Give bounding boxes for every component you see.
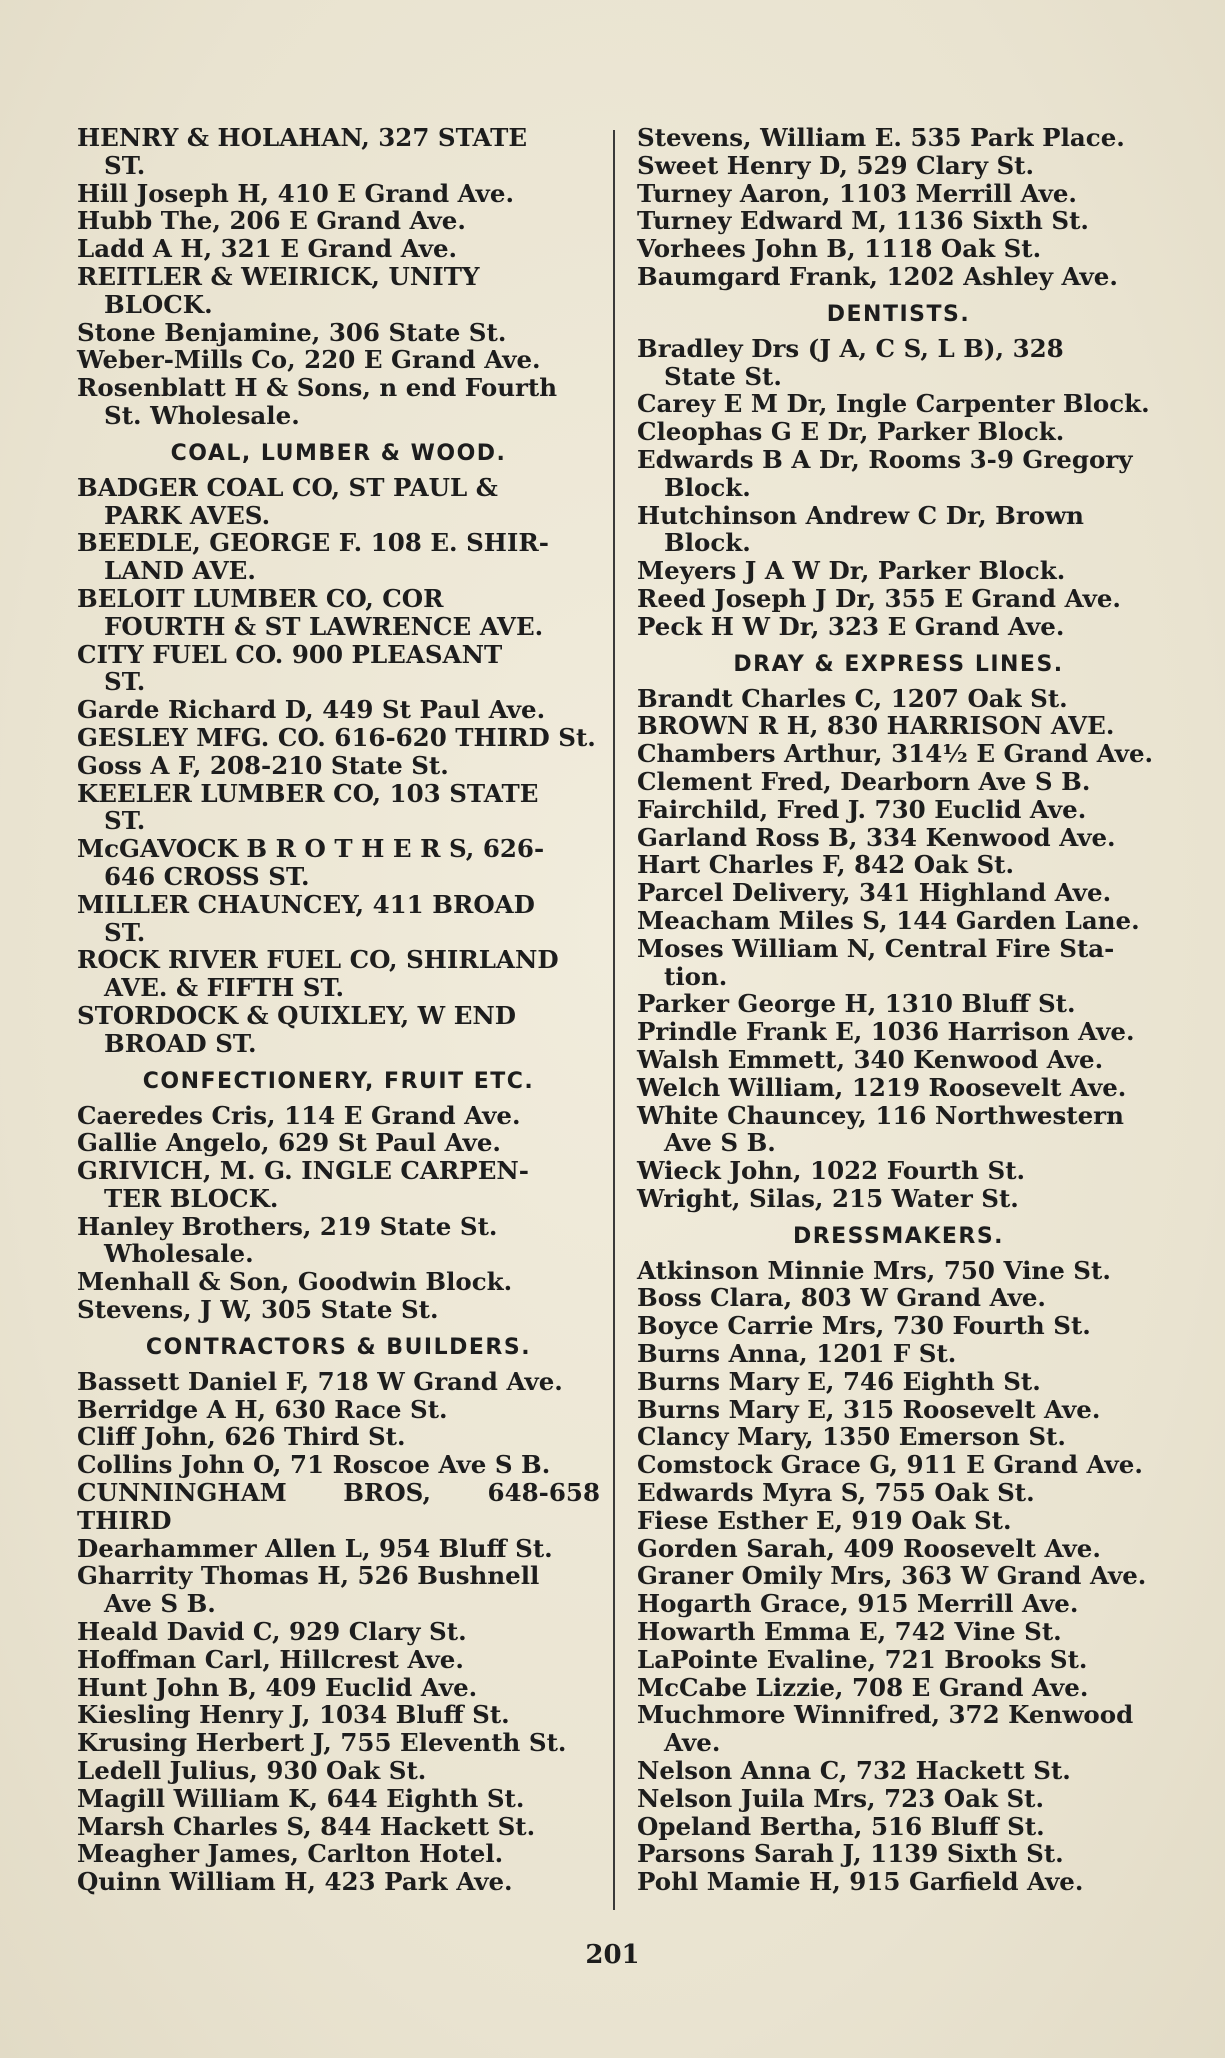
- entry-continuation: tion.: [664, 961, 728, 991]
- entry-line: Hill Joseph H, 410 E Grand Ave.: [77, 178, 515, 208]
- entry-line: Bassett Daniel F, 718 W Grand Ave.: [77, 1366, 563, 1396]
- directory-entry: [637, 124, 1160, 152]
- entry-line: Hoffman Carl, Hillcrest Ave.: [77, 1644, 464, 1674]
- directory-entry: [77, 207, 600, 235]
- entry-line: Graner Omily Mrs, 363 W Grand Ave.: [637, 1561, 1147, 1591]
- directory-entry: [77, 235, 600, 263]
- entry-line: Rosenblatt H & Sons, n end Fourth: [77, 373, 558, 403]
- entry-line: Edwards B A Dr, Rooms 3-9 Gregory: [637, 444, 1133, 474]
- directory-entry: [637, 1507, 1160, 1535]
- entry-line: Meacham Miles S, 144 Garden Lane.: [637, 905, 1140, 935]
- directory-entry: [77, 1757, 600, 1785]
- entry-line: Cliff John, 626 Third St.: [77, 1422, 406, 1452]
- entry-continuation: Block.: [664, 528, 751, 558]
- directory-entry: [637, 152, 1160, 180]
- directory-entry: [637, 263, 1160, 291]
- entry-line: McCabe Lizzie, 708 E Grand Ave.: [637, 1672, 1089, 1702]
- section-heading: DRAY & EXPRESS LINES.: [733, 651, 1064, 677]
- entry-line: Burns Mary E, 746 Eighth St.: [637, 1366, 1041, 1396]
- entry-continuation: FOURTH & ST LAWRENCE AVE.: [104, 611, 544, 641]
- entry-continuation: TER BLOCK.: [104, 1183, 279, 1213]
- entry-line: White Chauncey, 116 Northwestern: [637, 1100, 1124, 1130]
- directory-entry: [637, 1618, 1160, 1646]
- directory-entry: [77, 374, 600, 430]
- directory-entry: [77, 780, 600, 836]
- entry-line: Fairchild, Fred J. 730 Euclid Ave.: [637, 794, 1087, 824]
- entry-line: Brandt Charles C, 1207 Oak St.: [637, 683, 1068, 713]
- entry-line: Gallie Angelo, 629 St Paul Ave.: [77, 1128, 501, 1158]
- directory-entry: [77, 1479, 600, 1535]
- entry-line: Meyers J A W Dr, Parker Block.: [637, 556, 1066, 586]
- section-heading: DRESSMAKERS.: [792, 1223, 1005, 1249]
- entry-line: BADGER COAL CO, ST PAUL &: [77, 472, 498, 502]
- entry-continuation: Ave.: [664, 1728, 721, 1758]
- directory-entry: [77, 1729, 600, 1757]
- entry-line: Marsh Charles S, 844 Hackett St.: [77, 1811, 536, 1841]
- directory-entry: [637, 1046, 1160, 1074]
- directory-entry: [77, 641, 600, 697]
- directory-entry: [637, 335, 1160, 391]
- directory-entry: [637, 1284, 1160, 1312]
- directory-entry: [637, 685, 1160, 713]
- directory-entry: [637, 418, 1160, 446]
- entry-line: HENRY & HOLAHAN, 327 STATE: [77, 123, 528, 152]
- directory-entry: [637, 824, 1160, 852]
- directory-entry: [637, 502, 1160, 558]
- directory-entry: [637, 740, 1160, 768]
- directory-entry: [77, 474, 600, 530]
- entry-line: Bradley Drs (J A, C S, L B), 328: [637, 333, 1064, 363]
- directory-entry: [637, 1451, 1160, 1479]
- entry-line: Vorhees John B, 1118 Oak St.: [637, 234, 1042, 264]
- directory-entry: [637, 235, 1160, 263]
- directory-entry: [637, 1674, 1160, 1702]
- entry-line: Weber-Mills Co, 220 E Grand Ave.: [77, 345, 541, 375]
- directory-entry: [77, 1129, 600, 1157]
- column-divider: [613, 130, 615, 1910]
- directory-entry: [637, 1396, 1160, 1424]
- directory-entry: [637, 1423, 1160, 1451]
- entry-line: Walsh Emmett, 340 Kenwood Ave.: [637, 1044, 1104, 1074]
- directory-entry: [637, 851, 1160, 879]
- entry-line: Nelson Anna C, 732 Hackett St.: [637, 1756, 1071, 1786]
- entry-continuation: BROAD ST.: [104, 1028, 257, 1058]
- entry-line: CUNNINGHAM BROS, 648-658 THIRD: [77, 1478, 600, 1535]
- directory-entry: [637, 1562, 1160, 1590]
- directory-entry: [77, 1396, 600, 1424]
- entry-line: Burns Mary E, 315 Roosevelt Ave.: [637, 1394, 1101, 1424]
- directory-entry: [77, 1562, 600, 1618]
- directory-entry: [637, 1340, 1160, 1368]
- entry-line: Comstock Grace G, 911 E Grand Ave.: [637, 1450, 1143, 1480]
- entry-line: Prindle Frank E, 1036 Harrison Ave.: [637, 1017, 1135, 1047]
- entry-line: Opeland Bertha, 516 Bluff St.: [637, 1811, 1045, 1841]
- entry-continuation: Block.: [664, 472, 751, 502]
- directory-entry: [77, 1813, 600, 1841]
- entry-line: Sweet Henry D, 529 Clary St.: [637, 150, 1035, 180]
- directory-entry: [77, 1701, 600, 1729]
- entry-line: Carey E M Dr, Ingle Carpenter Block.: [637, 389, 1150, 419]
- directory-entry: [637, 1785, 1160, 1813]
- entry-continuation: PARK AVES.: [104, 500, 271, 530]
- entry-line: GRIVICH, M. G. INGLE CARPEN-: [77, 1156, 529, 1186]
- entry-continuation: Ave S B.: [104, 1589, 216, 1619]
- directory-entry: [637, 1102, 1160, 1158]
- entry-line: Wieck John, 1022 Fourth St.: [637, 1156, 1026, 1186]
- entry-line: Kiesling Henry J, 1034 Bluff St.: [77, 1700, 510, 1730]
- entry-line: MILLER CHAUNCEY, 411 BROAD: [77, 889, 535, 919]
- entry-line: Atkinson Minnie Mrs, 750 Vine St.: [637, 1255, 1111, 1285]
- entry-line: Hutchinson Andrew C Dr, Brown: [637, 500, 1084, 530]
- entry-continuation: 646 CROSS ST.: [104, 861, 310, 891]
- entry-line: Dearhammer Allen L, 954 Bluff St.: [77, 1533, 553, 1563]
- entry-line: Goss A F, 208-210 State St.: [77, 750, 449, 780]
- entry-line: Boyce Carrie Mrs, 730 Fourth St.: [637, 1311, 1091, 1341]
- directory-entry: [637, 1813, 1160, 1841]
- entry-line: Turney Aaron, 1103 Merrill Ave.: [637, 178, 1077, 208]
- entry-line: Wright, Silas, 215 Water St.: [637, 1183, 1019, 1213]
- entry-continuation: ST.: [104, 667, 146, 697]
- directory-entry: [77, 835, 600, 891]
- directory-entry: [637, 180, 1160, 208]
- directory-entry: [77, 1535, 600, 1563]
- entry-line: KEELER LUMBER CO, 103 STATE: [77, 778, 539, 808]
- directory-entry: [77, 1002, 600, 1058]
- directory-entry: [637, 1185, 1160, 1213]
- directory-entry: [77, 1423, 600, 1451]
- entry-line: Hogarth Grace, 915 Merrill Ave.: [637, 1589, 1079, 1619]
- directory-entry: [637, 1535, 1160, 1563]
- entry-line: Chambers Arthur, 314½ E Grand Ave.: [637, 739, 1154, 769]
- entry-line: Parsons Sarah J, 1139 Sixth St.: [637, 1839, 1064, 1869]
- entry-line: Krusing Herbert J, 755 Eleventh St.: [77, 1728, 567, 1758]
- directory-entry: [637, 1479, 1160, 1507]
- directory-entry: [77, 724, 600, 752]
- entry-line: Ledell Julius, 930 Oak St.: [77, 1756, 427, 1786]
- entry-line: Fiese Esther E, 919 Oak St.: [637, 1505, 1012, 1535]
- entry-line: Quinn William H, 423 Park Ave.: [77, 1867, 513, 1897]
- directory-entry: [77, 585, 600, 641]
- entry-line: STORDOCK & QUIXLEY, W END: [77, 1000, 517, 1030]
- section-heading: DENTISTS.: [826, 301, 971, 327]
- directory-entry: [637, 1757, 1160, 1785]
- entry-line: Stevens, William E. 535 Park Place.: [637, 123, 1125, 152]
- entry-line: Burns Anna, 1201 F St.: [637, 1339, 957, 1369]
- entry-line: Clancy Mary, 1350 Emerson St.: [637, 1422, 1066, 1452]
- directory-entry: [637, 1368, 1160, 1396]
- directory-entry: [77, 1102, 600, 1130]
- directory-entry: [637, 990, 1160, 1018]
- entry-continuation: State St.: [664, 361, 782, 391]
- directory-entry: [77, 1785, 600, 1813]
- directory-entry: [637, 768, 1160, 796]
- entry-line: Gharrity Thomas H, 526 Bushnell: [77, 1561, 540, 1591]
- directory-entry: [77, 529, 600, 585]
- entry-continuation: BLOCK.: [104, 289, 213, 319]
- directory-entry: [77, 180, 600, 208]
- directory-entry: [637, 1074, 1160, 1102]
- directory-entry: [637, 1018, 1160, 1046]
- directory-entry: [77, 1268, 600, 1296]
- entry-line: Meagher James, Carlton Hotel.: [77, 1839, 504, 1869]
- directory-entry: [77, 752, 600, 780]
- directory-entry: [77, 1646, 600, 1674]
- directory-entry: [77, 1674, 600, 1702]
- directory-entry: [637, 1157, 1160, 1185]
- directory-entry: [77, 1368, 600, 1396]
- entry-line: Ladd A H, 321 E Grand Ave.: [77, 234, 458, 264]
- directory-entry: [77, 696, 600, 724]
- section-heading: CONTRACTORS & BUILDERS.: [145, 1334, 532, 1360]
- entry-line: GESLEY MFG. CO. 616-620 THIRD St.: [77, 722, 596, 752]
- entry-line: Parcel Delivery, 341 Highland Ave.: [637, 878, 1112, 908]
- right-column: [637, 124, 1160, 1896]
- entry-continuation: St. Wholesale.: [104, 400, 300, 430]
- directory-entry: [637, 935, 1160, 991]
- directory-entry: [637, 1590, 1160, 1618]
- directory-entry: [637, 557, 1160, 585]
- entry-line: Garde Richard D, 449 St Paul Ave.: [77, 695, 546, 725]
- entry-line: Garland Ross B, 334 Kenwood Ave.: [637, 822, 1116, 852]
- directory-entry: [637, 1646, 1160, 1674]
- directory-entry: [77, 1868, 600, 1896]
- directory-entry: [77, 1840, 600, 1868]
- entry-line: Berridge A H, 630 Race St.: [77, 1394, 448, 1424]
- directory-entry: [77, 1296, 600, 1324]
- directory-entry: [77, 124, 600, 180]
- entry-line: Magill William K, 644 Eighth St.: [77, 1783, 525, 1813]
- entry-line: Baumgard Frank, 1202 Ashley Ave.: [637, 261, 1118, 291]
- directory-entry: [637, 1312, 1160, 1340]
- directory-entry: [637, 796, 1160, 824]
- entry-continuation: LAND AVE.: [104, 556, 256, 586]
- directory-entry: [77, 319, 600, 347]
- entry-line: Howarth Emma E, 742 Vine St.: [637, 1617, 1062, 1647]
- entry-line: Boss Clara, 803 W Grand Ave.: [637, 1283, 1046, 1313]
- entry-line: Stone Benjamine, 306 State St.: [77, 317, 507, 347]
- entry-line: Turney Edward M, 1136 Sixth St.: [637, 206, 1089, 236]
- directory-entry: [637, 390, 1160, 418]
- entry-continuation: Wholesale.: [104, 1239, 254, 1269]
- directory-entry: [637, 1257, 1160, 1285]
- entry-line: Stevens, J W, 305 State St.: [77, 1295, 439, 1325]
- entry-line: Parker George H, 1310 Bluff St.: [637, 989, 1076, 1019]
- entry-line: BELOIT LUMBER CO, COR: [77, 583, 444, 613]
- entry-line: ROCK RIVER FUEL CO, SHIRLAND: [77, 945, 559, 975]
- directory-entry: [637, 446, 1160, 502]
- directory-entry: [77, 1213, 600, 1269]
- entry-line: Edwards Myra S, 755 Oak St.: [637, 1478, 1035, 1508]
- directory-entry: [637, 1701, 1160, 1757]
- page-number: 201: [585, 1940, 640, 1970]
- entry-continuation: AVE. & FIFTH ST.: [104, 973, 345, 1003]
- directory-entry: [637, 613, 1160, 641]
- section-heading: COAL, LUMBER & WOOD.: [170, 440, 507, 466]
- entry-line: Gorden Sarah, 409 Roosevelt Ave.: [637, 1533, 1101, 1563]
- entry-line: McGAVOCK B R O T H E R S, 626-: [77, 834, 545, 864]
- entry-line: Peck H W Dr, 323 E Grand Ave.: [637, 611, 1065, 641]
- entry-continuation: ST.: [104, 917, 146, 947]
- entry-line: Hanley Brothers, 219 State St.: [77, 1211, 498, 1241]
- entry-line: Caeredes Cris, 114 E Grand Ave.: [77, 1100, 521, 1130]
- directory-entry: [637, 1868, 1160, 1896]
- directory-entry: [637, 712, 1160, 740]
- entry-line: Pohl Mamie H, 915 Garfield Ave.: [637, 1867, 1084, 1897]
- entry-line: Heald David C, 929 Clary St.: [77, 1617, 467, 1647]
- entry-line: BROWN R H, 830 HARRISON AVE.: [637, 711, 1115, 741]
- directory-entry: [637, 207, 1160, 235]
- section-heading: CONFECTIONERY, FRUIT ETC.: [142, 1068, 535, 1094]
- entry-line: BEEDLE, GEORGE F. 108 E. SHIR-: [77, 528, 549, 558]
- left-column: [77, 124, 600, 1896]
- entry-line: Hart Charles F, 842 Oak St.: [637, 850, 1015, 880]
- directory-entry: [77, 346, 600, 374]
- directory-entry: [637, 1840, 1160, 1868]
- entry-line: Hunt John B, 409 Euclid Ave.: [77, 1672, 478, 1702]
- directory-entry: [637, 907, 1160, 935]
- directory-entry: [77, 946, 600, 1002]
- directory-entry: [77, 1451, 600, 1479]
- entry-line: Moses William N, Central Fire Sta-: [637, 933, 1115, 963]
- entry-line: Hubb The, 206 E Grand Ave.: [77, 206, 466, 236]
- entry-continuation: ST.: [104, 806, 146, 836]
- entry-line: Nelson Juila Mrs, 723 Oak St.: [637, 1783, 1045, 1813]
- directory-entry: [77, 1618, 600, 1646]
- entry-line: Muchmore Winnifred, 372 Kenwood: [637, 1700, 1134, 1730]
- entry-line: Reed Joseph J Dr, 355 E Grand Ave.: [637, 583, 1121, 613]
- directory-entry: [77, 1157, 600, 1213]
- entry-continuation: Ave S B.: [664, 1128, 776, 1158]
- directory-entry: [637, 879, 1160, 907]
- entry-continuation: ST.: [104, 150, 146, 180]
- entry-line: CITY FUEL CO. 900 PLEASANT: [77, 639, 503, 669]
- entry-line: Cleophas G E Dr, Parker Block.: [637, 417, 1065, 447]
- directory-entry: [77, 263, 600, 319]
- entry-line: Collins John O, 71 Roscoe Ave S B.: [77, 1450, 551, 1480]
- entry-line: Clement Fred, Dearborn Ave S B.: [637, 766, 1091, 796]
- entry-line: REITLER & WEIRICK, UNITY: [77, 261, 480, 291]
- directory-entry: [77, 891, 600, 947]
- entry-line: Menhall & Son, Goodwin Block.: [77, 1267, 513, 1297]
- entry-line: LaPointe Evaline, 721 Brooks St.: [637, 1644, 1088, 1674]
- directory-entry: [637, 585, 1160, 613]
- entry-line: Welch William, 1219 Roosevelt Ave.: [637, 1072, 1127, 1102]
